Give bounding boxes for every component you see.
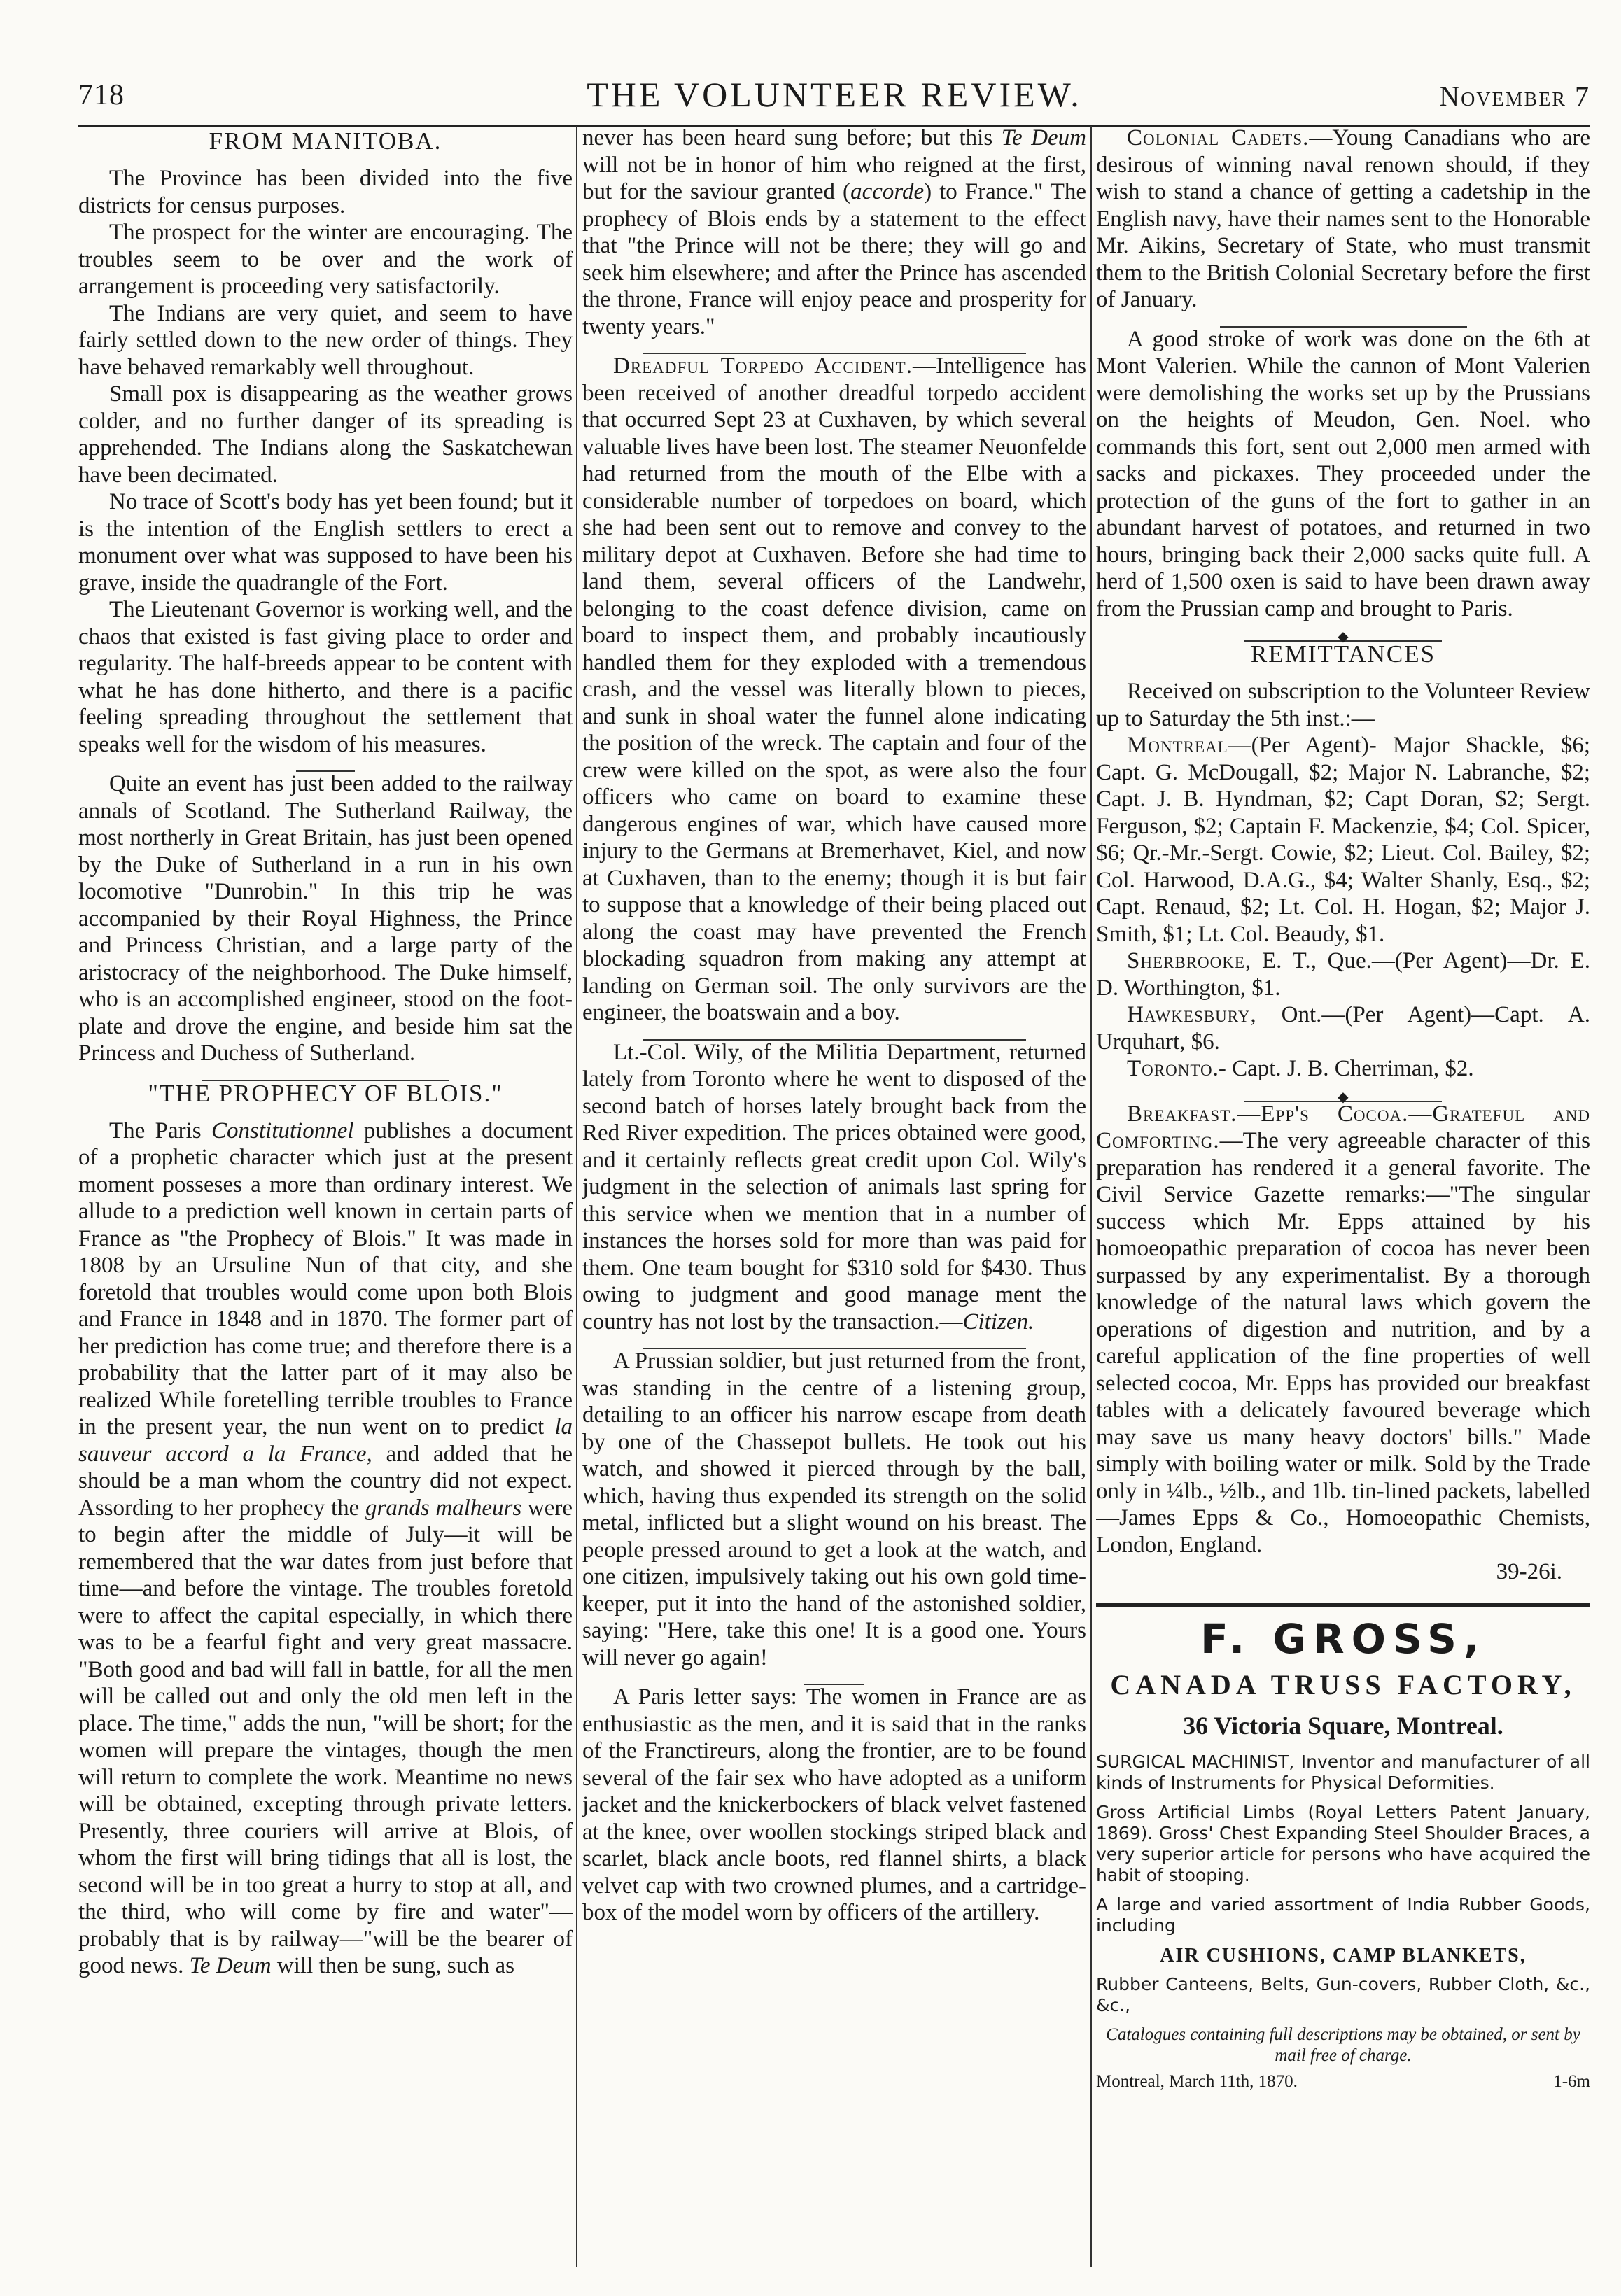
remittance-entry: Toronto.- Capt. J. B. Cherriman, $2. — [1127, 1056, 1474, 1081]
torpedo-lead: Dreadful Torpedo Accident. — [613, 353, 913, 379]
manitoba-paragraph: The Lieutenant Governor is working well, and the chaos that existed is fast giving place to order and regularity. The half-breeds appear to be content with what he has done hitherto, and there is a pacific feeling spreading throughout the settlement that speaks well for the wisdom of his measures. — [78, 597, 573, 757]
column-divider — [1090, 126, 1092, 2267]
page-header — [78, 70, 1590, 126]
business-address: 36 Victoria Square, Montreal. — [1183, 1712, 1503, 1740]
epps-cocoa-article: Breakfast.—Epp's Cocoa.—Grateful and Comforting.—The very agreeable character of this preparation has rendered it a general favorite. The Civil Service Gazette remarks:—"The singular success which Mr. Epps attained by his homoeopathic preparation of cocoa has never been surpassed by any experimentalist. By a thorough knowledge of the natural laws which govern the operations of digestion and nutrition, and by a careful application of the fine properties of well selected cocoa, Mr. Epps has provided our breakfast tables with a delicately favoured beverage which may save us many heavy doctors' bills." Made simply with boiling water or milk. Sold by the Trade only in ¼lb., ½lb., and 1lb. tin-lined packets, labelled—James Epps & Co., Homoeopathic Chemists, London, England. — [1096, 1101, 1590, 1558]
business-name: CANADA TRUSS FACTORY, — [1110, 1669, 1576, 1700]
remittance-entry: Sherbrooke, E. T., Que.—(Per Agent)—Dr. E. D. Worthington, $1. — [1096, 948, 1590, 1001]
remittances-heading: REMITTANCES — [1250, 640, 1436, 668]
advertisement-rule — [1096, 1603, 1590, 1607]
manitoba-paragraph: No trace of Scott's body has yet been found; but it is the intention of the English settlers to erect a monument over what was supposed to have been his grave, inside the quadrangle of the Fort. — [78, 489, 573, 596]
wily-article: Lt.-Col. Wily, of the Militia Department, returned lately from Toronto where he went to disposed of the second batch of horses lately brought back from the Red River expedition. The prices obtained were good, and it certainly reflects great credit upon Col. Wily's judgment in the selection of animals last spring for this service when we mention that in a number of instances the horses sold for more than was paid for them. One team bought for $310 sold for $430. Thus owing to judgment and good manage ment the country has not lost by the transaction.—Citizen. — [582, 1039, 1086, 1334]
ad-paragraph: SURGICAL MACHINIST, Inventor and manufacturer of all kinds of Instruments for Physical Deformities. — [1096, 1752, 1590, 1793]
column-divider — [576, 126, 577, 2267]
colonial-cadets-article: Colonial Cadets.—Young Canadians who are desirous of winning naval renown should, if they wish to stand a chance of getting a cadetship in the English navy, have their names sent to the Honorable Mr. Aikins, Secretary of State, who must transmit them to the British Colonial Secretary before the first of January. — [1096, 125, 1590, 312]
remittances-intro: Received on subscription to the Volunteer Review up to Saturday the 5th inst.:— — [1096, 679, 1590, 731]
remittance-entry: Montreal—(Per Agent)- Major Shackle, $6; Capt. G. McDougall, $2; Major N. Labranche, $2; Capt. J. B. Hyndman, $2; Capt Doran, $2; Sergt. Ferguson, $2; Captain F. Mackenzie, $4; Col. Spicer, $6; Qr.-Mr.-Sergt. Cowie, $2; Lieut. Col. Bailey, $2; Col. Harwood, D.A.G., $4; Walter Shanly, Esq., $2; Capt. Renaud, $2; Lt. Col. H. Hogan, $2; Major J. Smith, $1; Lt. Col. Beaudy, $1. — [1096, 733, 1590, 947]
truss-factory-advertisement — [1096, 1615, 1590, 2092]
issue-date: November 7 — [1439, 80, 1590, 112]
manitoba-heading: FROM MANITOBA. — [209, 127, 442, 155]
column-3 — [1096, 125, 1590, 2094]
ad-code: 39-26i. — [1496, 1559, 1562, 1584]
ad-paragraph: Gross Artificial Limbs (Royal Letters Patent January, 1869). Gross' Chest Expanding Steel Shoulder Braces, a very superior article for persons who have acquired the habit of stooping. — [1096, 1802, 1590, 1885]
blois-article: The Paris Constitutionnel publishes a document of a prophetic character which just at the present moment posseses a more than ordinary interest. We allude to a prediction well known in certain parts of France as "the Prophecy of Blois." It was made in 1808 by an Ursuline Nun of that city, and she foretold that troubles would come upon both Blois and France in 1848 and in 1870. The former part of her prediction has come true; and therefore there is a probability that the latter part of it may also be realized While foretelling terrible troubles to France in the present year, the nun went on to predict la sauveur accord a la France, and added that he should be a man whom the country did not expect. Assording to her prophecy the grands malheurs were to begin after the middle of July—it will be remembered that the war dates from just before that time—and before the vintage. The troubles foretold were to affect the capital especially, in which there was to be a fearful fight and very great massacre. "Both good and bad will fall in battle, for all the men will be called out and only the old men left in the place. The time," adds the nun, "will be short; for the women will prepare the vintages, though the men will return to complete the work. Meantime no news will be obtained, excepting through private letters. Presently, three couriers will arrive at Blois, of whom the first will bring tidings that all is lost, the second will be in too great a hurry to stop at all, and the third, who will come by fire and water"—probably that is by railway—"will be the bearer of good news. Te Deum will then be sung, such as — [78, 1118, 573, 1978]
paris-letter-article: A Paris letter says: The women in France are as enthusiastic as the men, and it is said that in the ranks of the Franctireurs, along the frontier, are to be found several of the fair sex who have adopted as a uniform jacket and the knickerbockers of black velvet fastened at the knee, over woollen stockings striped black and scarlet, black ancle boots, red flannel shirts, a black velvet cap with two crowned plumes, and a cartridge-box of the model worn by officers of the artillery. — [582, 1684, 1086, 1925]
ad-paragraph: Rubber Canteens, Belts, Gun-covers, Rubber Cloth, &c., &c., — [1096, 1974, 1590, 2015]
ad-paragraph: A large and varied assortment of India Rubber Goods, including — [1096, 1894, 1590, 1936]
mont-valerien-article: A good stroke of work was done on the 6th at Mont Valerien. While the cannon of Mont Valerien were demolishing the works set up by the Prussians on the heights of Meudon, Gen. Noel. who commands this fort, sent out 2,000 men armed with sacks and pickaxes. They proceeded under the protection of the guns of the fort to gather in an abundant harvest of potatoes, and returned in two hours, bringing back their 2,000 sacks quite full. A herd of 1,500 oxen is said to have been drawn away from the Prussian camp and brought to Paris. — [1096, 326, 1590, 621]
wily-source: Citizen. — [962, 1309, 1034, 1334]
ad-catalogue-note: Catalogues containing full descriptions may be obtained, or sent by mail free of charge. — [1106, 2025, 1580, 2065]
ad-footer — [1096, 2072, 1590, 2092]
cocoa-lead: Breakfast.—Epp's Cocoa.—Grateful and Comforting. — [1096, 1101, 1590, 1153]
cadets-lead: Colonial Cadets. — [1127, 125, 1310, 150]
column-1 — [78, 125, 573, 1980]
manitoba-paragraph: Small pox is disappearing as the weather grows colder, and no further danger of its spreading is apprehended. The Indians along the Saskatchewan have been decimated. — [78, 381, 573, 488]
blois-continuation: never has been heard sung before; but this Te Deum will not be in honor of him who reigned at the first, but for the saviour granted (accorde) to France." The prophecy of Blois ends by a statement to the effect that "the Prince will not be there; they will go and seek him elsewhere; and after the Prince has ascended the throne, France will enjoy peace and prosperity for twenty years." — [582, 125, 1086, 339]
manitoba-paragraph: The Province has been divided into the five districts for census purposes. — [78, 166, 573, 218]
blois-heading: "THE PROPHECY OF BLOIS." — [148, 1079, 503, 1107]
page-number: 718 — [78, 79, 125, 111]
advertiser-name: F. GROSS, — [1200, 1615, 1486, 1663]
ad-footer-code: 1-6m — [1553, 2072, 1590, 2091]
remittance-entry: Hawkesbury, Ont.—(Per Agent)—Capt. A. Urquhart, $6. — [1096, 1002, 1590, 1055]
manitoba-paragraph: The prospect for the winter are encouraging. The troubles seem to be over and the work of arrangement is proceeding very satisfactorily. — [78, 220, 573, 299]
torpedo-article: Dreadful Torpedo Accident.—Intelligence has been received of another dreadful torpedo accident that occurred Sept 23 at Cuxhaven, by which several valuable lives have been lost. The steamer Neuonfelde had returned from the mouth of the Elbe with a considerable number of torpedoes on board, which she had been sent out to remove and convey to the military depot at Cuxhaven. Before she had time to land them, several officers of the Landwehr, belonging to the coast defence division, came on board to inspect them, and probably incautiously handled them for they exploded with a tremendous crash, and the vessel was literally blown to pieces, and sunk in shoal water the funnel alone indicating the position of the wreck. The captain and four of the crew were killed on the spot, as were also the four officers who came on board to examine these dangerous engines of war, which have caused more injury to the Germans at Bremerhavet, Kiel, and now at Cuxhaven, than to the enemy; though it is but fair to suppose that a knowledge of their being placed out along the coast may have prevented the French blockading squadron from making any attempt at landing on German soil. The only survivors are the engineer, the boatswain and a boy. — [582, 353, 1086, 1025]
column-2 — [582, 125, 1086, 1927]
railway-article: Quite an event has just been added to the railway annals of Scotland. The Sutherland Railway, the most northerly in Great Britain, has just been opened by the Duke of Sutherland in a run in his own locomotive "Dunrobin." In this trip he was accompanied by their Royal Highness, the Prince and Princess Christian, and a large party of the aristocracy of the neighborhood. The Duke himself, who is an accomplished engineer, stood on the foot-plate and drove the engine, and beside him sat the Princess and Duchess of Sutherland. — [78, 771, 573, 1066]
ad-footer-date: Montreal, March 11th, 1870. — [1096, 2072, 1298, 2091]
masthead-title: THE VOLUNTEER REVIEW. — [587, 75, 1082, 114]
ad-caption: AIR CUSHIONS, CAMP BLANKETS, — [1160, 1945, 1527, 1966]
manitoba-paragraph: The Indians are very quiet, and seem to have fairly settled down to the new order of things. They have behaved remarkably well throughout. — [78, 300, 573, 380]
prussian-soldier-article: A Prussian soldier, but just returned from the front, was standing in the centre of a listening group, detailing to an officer his narrow escape from death by one of the Chassepot bullets. He took out his watch, and showed it pierced through by the ball, which, having thus expended its strength on the solid metal, inflicted but a slight wound on his breast. The people pressed around to get a look at the watch, and one citizen, impulsively taking out his own gold time-keeper, put it into the hand of the astonished soldier, saying: "Here, take this one! It is a good one. Yours will never go again! — [582, 1348, 1086, 1670]
